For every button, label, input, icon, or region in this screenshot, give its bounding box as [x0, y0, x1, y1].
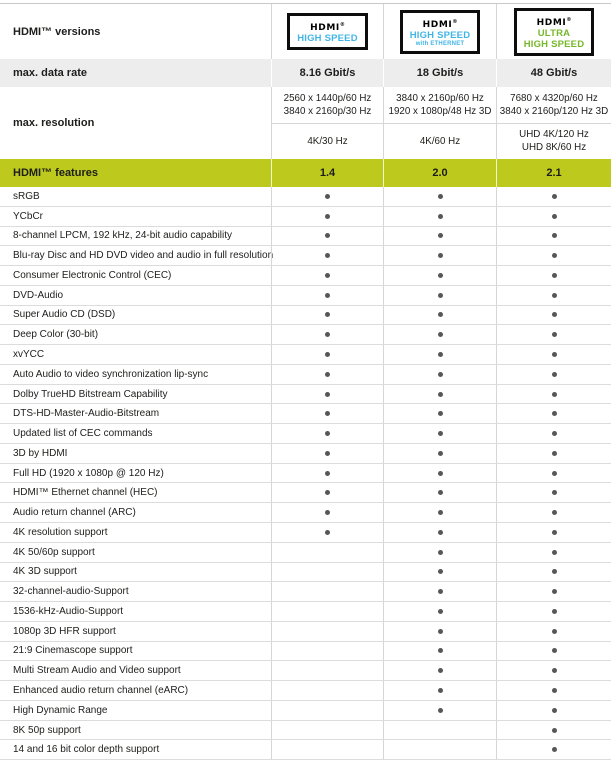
support-dot: [325, 451, 330, 456]
feature-support-hdmi20: [383, 721, 496, 740]
support-dot: [325, 372, 330, 377]
support-dot: [438, 490, 443, 495]
hdmi-comparison-table: [0, 3, 611, 760]
feature-support-hdmi21: [496, 503, 611, 522]
feature-support-hdmi14: [271, 622, 383, 641]
feature-label: 1080p 3D HFR support: [13, 625, 116, 637]
feature-label: Consumer Electronic Control (CEC): [13, 269, 172, 281]
feature-label: Super Audio CD (DSD): [13, 309, 116, 321]
feature-support-hdmi14: [271, 207, 383, 226]
support-dot: [552, 490, 557, 495]
badge-line: HIGH SPEED: [297, 33, 358, 44]
support-dot: [552, 688, 557, 693]
support-dot: [325, 411, 330, 416]
feature-support-hdmi20: [383, 661, 496, 680]
support-dot: [552, 471, 557, 476]
feature-support-hdmi14: [271, 424, 383, 443]
feature-support-hdmi14: [271, 365, 383, 384]
support-dot: [438, 471, 443, 476]
support-dot: [438, 273, 443, 278]
resolution-summary-hdmi14: 4K/30 Hz: [271, 124, 383, 160]
feature-label: High Dynamic Range: [13, 704, 108, 716]
versions-header-row: [0, 4, 611, 59]
table-row: [0, 325, 611, 345]
feature-support-hdmi14: [271, 701, 383, 720]
feature-support-hdmi14: [271, 306, 383, 325]
feature-support-hdmi20: [383, 483, 496, 502]
support-dot: [552, 312, 557, 317]
hdmi-logo: HDMI®: [536, 16, 572, 28]
support-dot: [552, 273, 557, 278]
hdmi-high-speed-ethernet-badge: [400, 10, 481, 54]
feature-support-hdmi20: [383, 306, 496, 325]
feature-support-hdmi20: [383, 187, 496, 206]
feature-support-hdmi21: [496, 444, 611, 463]
feature-support-hdmi20: [383, 444, 496, 463]
support-dot: [325, 332, 330, 337]
feature-label: Dolby TrueHD Bitstream Capability: [13, 388, 168, 400]
feature-support-hdmi14: [271, 286, 383, 305]
feature-support-hdmi21: [496, 345, 611, 364]
feature-support-hdmi21: [496, 661, 611, 680]
support-dot: [552, 550, 557, 555]
feature-support-hdmi21: [496, 365, 611, 384]
feature-support-hdmi14: [271, 404, 383, 423]
support-dot: [438, 392, 443, 397]
table-row: [0, 543, 611, 563]
feature-label: sRGB: [13, 190, 40, 202]
feature-label: Enhanced audio return channel (eARC): [13, 685, 189, 697]
feature-label: DVD-Audio: [13, 289, 64, 301]
column-hdmi20-header: [383, 4, 496, 59]
feature-support-hdmi20: [383, 207, 496, 226]
table-row: [0, 306, 611, 326]
support-dot: [325, 253, 330, 258]
table-row: [0, 721, 611, 741]
badge-line: HIGH SPEED: [523, 38, 585, 50]
feature-support-hdmi21: [496, 602, 611, 621]
support-dot: [438, 293, 443, 298]
feature-support-hdmi20: [383, 701, 496, 720]
feature-label: HDMI™ Ethernet channel (HEC): [13, 487, 158, 499]
feature-support-hdmi20: [383, 424, 496, 443]
hdmi-logo: HDMI®: [310, 22, 345, 33]
feature-support-hdmi14: [271, 721, 383, 740]
feature-support-hdmi20: [383, 582, 496, 601]
feature-support-hdmi21: [496, 642, 611, 661]
feature-support-hdmi21: [496, 681, 611, 700]
support-dot: [552, 392, 557, 397]
feature-support-hdmi20: [383, 345, 496, 364]
table-row: [0, 563, 611, 583]
feature-support-hdmi21: [496, 582, 611, 601]
support-dot: [438, 312, 443, 317]
feature-support-hdmi20: [383, 622, 496, 641]
table-row: [0, 503, 611, 523]
feature-support-hdmi14: [271, 444, 383, 463]
feature-support-hdmi14: [271, 563, 383, 582]
support-dot: [438, 629, 443, 634]
support-dot: [325, 214, 330, 219]
table-row: [0, 464, 611, 484]
feature-support-hdmi14: [271, 483, 383, 502]
feature-label: 8K 50p support: [13, 724, 81, 736]
feature-support-hdmi14: [271, 602, 383, 621]
feature-support-hdmi14: [271, 642, 383, 661]
support-dot: [438, 589, 443, 594]
feature-support-hdmi14: [271, 543, 383, 562]
feature-support-hdmi20: [383, 642, 496, 661]
support-dot: [552, 431, 557, 436]
resolution-summary-hdmi20: 4K/60 Hz: [383, 124, 496, 160]
feature-label: 4K resolution support: [13, 526, 108, 538]
table-row: [0, 642, 611, 662]
table-row: [0, 523, 611, 543]
feature-support-hdmi21: [496, 306, 611, 325]
feature-support-hdmi21: [496, 563, 611, 582]
feature-support-hdmi21: [496, 207, 611, 226]
support-dot: [325, 490, 330, 495]
table-row: [0, 582, 611, 602]
feature-support-hdmi21: [496, 740, 611, 759]
feature-support-hdmi14: [271, 345, 383, 364]
feature-support-hdmi20: [383, 325, 496, 344]
data-rate-label: max. data rate: [13, 67, 87, 79]
feature-label: Multi Stream Audio and Video support: [13, 665, 181, 677]
feature-support-hdmi14: [271, 187, 383, 206]
table-row: [0, 345, 611, 365]
resolution-label: max. resolution: [13, 117, 95, 129]
table-row: [0, 385, 611, 405]
feature-support-hdmi21: [496, 385, 611, 404]
table-row: [0, 602, 611, 622]
badge-line: ULTRA: [537, 27, 571, 39]
feature-support-hdmi14: [271, 325, 383, 344]
feature-support-hdmi20: [383, 246, 496, 265]
support-dot: [552, 372, 557, 377]
feature-support-hdmi14: [271, 523, 383, 542]
support-dot: [438, 372, 443, 377]
feature-label: 8-channel LPCM, 192 kHz, 24-bit audio capability: [13, 230, 233, 242]
features-body: [0, 187, 611, 760]
support-dot: [325, 352, 330, 357]
table-row: [0, 286, 611, 306]
resolution-summary-row: [271, 124, 611, 160]
feature-support-hdmi14: [271, 227, 383, 246]
version-number-hdmi14: 1.4: [271, 159, 383, 187]
table-row: [0, 483, 611, 503]
feature-label: 1536-kHz-Audio-Support: [13, 605, 124, 617]
support-dot: [552, 609, 557, 614]
support-dot: [552, 629, 557, 634]
data-rate-hdmi14: 8.16 Gbit/s: [271, 59, 383, 87]
table-row: [0, 444, 611, 464]
support-dot: [438, 451, 443, 456]
feature-label: YCbCr: [13, 210, 44, 222]
support-dot: [552, 293, 557, 298]
version-number-hdmi21: 2.1: [496, 159, 611, 187]
feature-label: Audio return channel (ARC): [13, 507, 136, 519]
support-dot: [325, 431, 330, 436]
feature-support-hdmi14: [271, 661, 383, 680]
support-dot: [552, 648, 557, 653]
resolution-modes-hdmi21: 7680 x 4320p/60 Hz 3840 x 2160p/120 Hz 3D: [496, 87, 611, 123]
feature-label: 4K 3D support: [13, 566, 77, 578]
support-dot: [438, 214, 443, 219]
feature-label: 14 and 16 bit color depth support: [13, 744, 160, 756]
support-dot: [438, 688, 443, 693]
resolution-modes-hdmi20: 3840 x 2160p/60 Hz 1920 x 1080p/48 Hz 3D: [383, 87, 496, 123]
support-dot: [552, 214, 557, 219]
support-dot: [325, 471, 330, 476]
support-dot: [325, 392, 330, 397]
support-dot: [552, 233, 557, 238]
resolution-modes-hdmi14: 2560 x 1440p/60 Hz 3840 x 2160p/30 Hz: [271, 87, 383, 123]
support-dot: [552, 253, 557, 258]
table-row: [0, 404, 611, 424]
features-header-row: [0, 159, 611, 187]
column-hdmi14-header: [271, 4, 383, 59]
support-dot: [552, 530, 557, 535]
feature-support-hdmi20: [383, 563, 496, 582]
versions-row-label: HDMI™ versions: [13, 25, 101, 38]
feature-support-hdmi21: [496, 187, 611, 206]
support-dot: [438, 332, 443, 337]
feature-support-hdmi21: [496, 246, 611, 265]
support-dot: [325, 233, 330, 238]
table-row: [0, 207, 611, 227]
data-rate-row: [0, 59, 611, 87]
feature-support-hdmi20: [383, 385, 496, 404]
hdmi-logo: HDMI®: [422, 18, 458, 30]
feature-support-hdmi21: [496, 286, 611, 305]
feature-support-hdmi21: [496, 464, 611, 483]
support-dot: [438, 431, 443, 436]
feature-support-hdmi21: [496, 325, 611, 344]
feature-label: xvYCC: [13, 349, 45, 360]
table-row: [0, 246, 611, 266]
table-row: [0, 227, 611, 247]
feature-label: Full HD (1920 x 1080p @ 120 Hz): [13, 467, 164, 479]
support-dot: [438, 530, 443, 535]
feature-support-hdmi14: [271, 740, 383, 759]
feature-label: Updated list of CEC commands: [13, 428, 153, 440]
support-dot: [438, 569, 443, 574]
support-dot: [325, 510, 330, 515]
table-row: [0, 622, 611, 642]
feature-support-hdmi20: [383, 681, 496, 700]
table-row: [0, 740, 611, 760]
feature-support-hdmi20: [383, 740, 496, 759]
features-header-label: HDMI™ features: [13, 167, 98, 179]
support-dot: [325, 273, 330, 278]
column-hdmi21-header: [496, 4, 611, 59]
hdmi-high-speed-badge: [287, 13, 368, 50]
table-row: [0, 701, 611, 721]
feature-support-hdmi20: [383, 602, 496, 621]
feature-label: Auto Audio to video synchronization lip-sync: [13, 368, 209, 380]
feature-support-hdmi14: [271, 266, 383, 285]
support-dot: [438, 411, 443, 416]
table-row: [0, 187, 611, 207]
feature-support-hdmi21: [496, 424, 611, 443]
support-dot: [438, 510, 443, 515]
hdmi-ultra-high-speed-badge: [514, 8, 595, 56]
resolution-summary-hdmi21: UHD 4K/120 Hz UHD 8K/60 Hz: [496, 124, 611, 160]
badge-line: HIGH SPEED: [409, 29, 471, 41]
feature-label: 3D by HDMI: [13, 447, 68, 459]
data-rate-hdmi20: 18 Gbit/s: [383, 59, 496, 87]
feature-support-hdmi14: [271, 681, 383, 700]
support-dot: [438, 233, 443, 238]
feature-support-hdmi21: [496, 523, 611, 542]
support-dot: [552, 411, 557, 416]
support-dot: [438, 253, 443, 258]
feature-support-hdmi20: [383, 365, 496, 384]
badge-subline: with ETHERNET: [415, 40, 465, 47]
data-rate-hdmi21: 48 Gbit/s: [496, 59, 611, 87]
resolution-block: [0, 87, 611, 159]
support-dot: [552, 708, 557, 713]
feature-support-hdmi21: [496, 622, 611, 641]
feature-label: DTS-HD-Master-Audio-Bitstream: [13, 408, 160, 420]
feature-support-hdmi21: [496, 404, 611, 423]
support-dot: [552, 589, 557, 594]
feature-support-hdmi14: [271, 582, 383, 601]
feature-support-hdmi20: [383, 464, 496, 483]
support-dot: [325, 312, 330, 317]
support-dot: [552, 352, 557, 357]
feature-support-hdmi20: [383, 286, 496, 305]
feature-support-hdmi14: [271, 464, 383, 483]
support-dot: [438, 550, 443, 555]
support-dot: [552, 451, 557, 456]
support-dot: [552, 569, 557, 574]
feature-support-hdmi21: [496, 721, 611, 740]
feature-support-hdmi14: [271, 246, 383, 265]
support-dot: [438, 708, 443, 713]
resolution-modes-row: [271, 87, 611, 124]
support-dot: [552, 194, 557, 199]
support-dot: [325, 293, 330, 298]
support-dot: [552, 510, 557, 515]
feature-support-hdmi21: [496, 701, 611, 720]
support-dot: [438, 609, 443, 614]
table-row: [0, 661, 611, 681]
feature-support-hdmi14: [271, 503, 383, 522]
version-number-hdmi20: 2.0: [383, 159, 496, 187]
feature-support-hdmi20: [383, 404, 496, 423]
support-dot: [552, 668, 557, 673]
support-dot: [552, 728, 557, 733]
support-dot: [438, 668, 443, 673]
feature-label: 4K 50/60p support: [13, 546, 95, 558]
feature-support-hdmi20: [383, 227, 496, 246]
table-row: [0, 266, 611, 286]
table-row: [0, 365, 611, 385]
support-dot: [325, 194, 330, 199]
feature-support-hdmi21: [496, 483, 611, 502]
table-row: [0, 681, 611, 701]
support-dot: [325, 530, 330, 535]
feature-support-hdmi14: [271, 385, 383, 404]
support-dot: [438, 352, 443, 357]
feature-support-hdmi20: [383, 503, 496, 522]
feature-label: 21:9 Cinemascope support: [13, 645, 133, 657]
feature-support-hdmi20: [383, 266, 496, 285]
feature-support-hdmi21: [496, 266, 611, 285]
feature-support-hdmi21: [496, 543, 611, 562]
feature-label: 32-channel-audio-Support: [13, 586, 129, 598]
support-dot: [438, 648, 443, 653]
feature-support-hdmi20: [383, 523, 496, 542]
feature-label: Blu-ray Disc and HD DVD video and audio in full resolution: [13, 250, 274, 262]
feature-label: Deep Color (30-bit): [13, 329, 99, 341]
support-dot: [438, 194, 443, 199]
support-dot: [552, 332, 557, 337]
table-row: [0, 424, 611, 444]
support-dot: [552, 747, 557, 752]
resolution-values: [271, 87, 611, 159]
feature-support-hdmi20: [383, 543, 496, 562]
feature-support-hdmi21: [496, 227, 611, 246]
